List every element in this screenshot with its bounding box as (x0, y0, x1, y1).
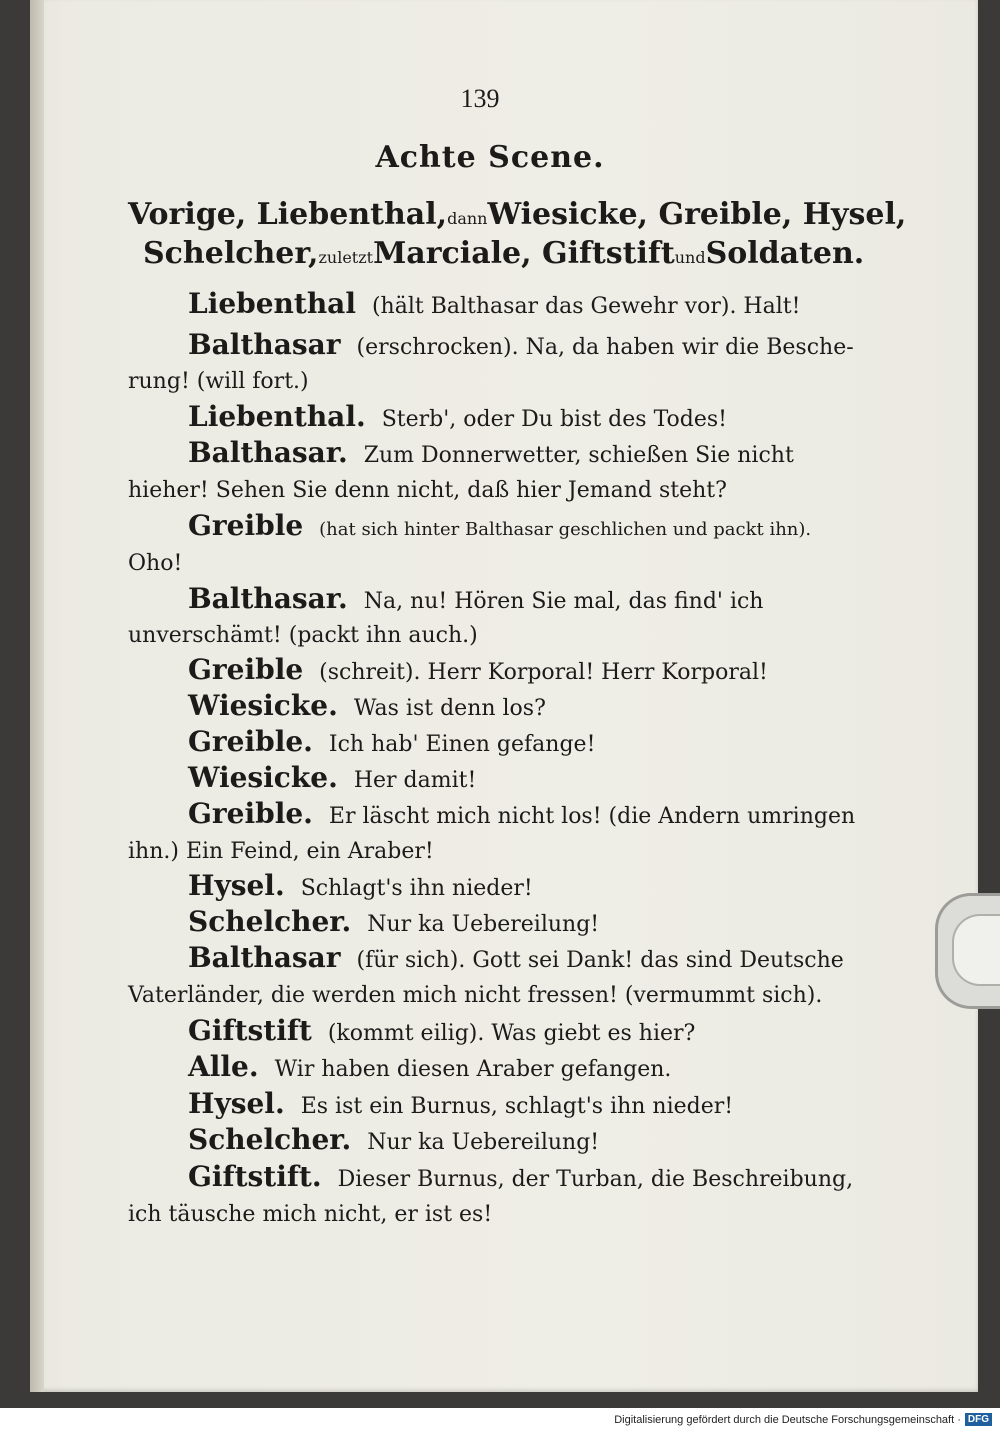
speaker-name: Liebenthal (188, 287, 356, 320)
dfg-logo: DFG (965, 1413, 992, 1426)
dialogue-line (188, 689, 546, 726)
speaker-name: Alle. (188, 1050, 259, 1083)
speaker-name: Greible. (188, 725, 313, 758)
speaker-name: Schelcher. (188, 1123, 352, 1156)
dialogue-line (188, 328, 854, 365)
cast-connector: und (674, 248, 706, 267)
line-text: Ich hab' Einen gefange! (328, 732, 596, 757)
dialogue-line (188, 582, 763, 619)
line-text: Wir haben diesen Araber gefangen. (274, 1057, 672, 1082)
credit-text: Digitalisierung gefördert durch die Deutsche Forschungsgemeinschaft · (614, 1413, 961, 1426)
line-text: unverschämt! (packt ihn auch.) (128, 623, 478, 648)
line-text: ich täusche mich nicht, er ist es! (128, 1202, 493, 1227)
dialogue-line (188, 400, 727, 437)
speaker-name: Balthasar (188, 941, 341, 974)
line-text: Nur ka Uebereilung! (367, 912, 600, 937)
dialogue-line (188, 761, 476, 798)
cast-text: Wiesicke, Greible, Hysel, (487, 197, 907, 232)
dialogue-line (128, 365, 309, 399)
dialogue-line (188, 797, 855, 834)
dialogue-line (188, 509, 811, 547)
line-text: (hält Balthasar das Gewehr vor). Halt! (371, 294, 801, 319)
line-text: Es ist ein Burnus, schlagt's ihn nieder! (300, 1094, 734, 1119)
dialogue-line (188, 1160, 853, 1197)
speaker-name: Greible (188, 653, 304, 686)
line-text: hieher! Sehen Sie denn nicht, daß hier Jemand steht? (128, 478, 727, 503)
dialogue-line (188, 869, 533, 906)
speaker-name: Balthasar. (188, 436, 348, 469)
dialogue-line (188, 725, 595, 762)
line-text: Na, nu! Hören Sie mal, das find' ich (363, 589, 764, 614)
cast-text: Marciale, Giftstift (373, 236, 675, 271)
cast-line-2 (143, 236, 865, 271)
line-text: (hat sich hinter Balthasar geschlichen und packt ihn). (319, 519, 812, 540)
line-text: (kommt eilig). Was giebt es hier? (327, 1021, 696, 1046)
speaker-name: Balthasar (188, 328, 341, 361)
dialogue-line (128, 474, 727, 508)
dialogue-line (128, 619, 478, 653)
speaker-name: Balthasar. (188, 582, 348, 615)
dialogue-line (128, 1198, 492, 1232)
speaker-name: Schelcher. (188, 905, 352, 938)
dialogue-line (188, 941, 844, 978)
speaker-name: Greible. (188, 797, 313, 830)
speaker-name: Wiesicke. (188, 689, 338, 722)
line-text: Vaterländer, die werden mich nicht fressen! (vermummt sich). (128, 983, 823, 1008)
line-text: ihn.) Ein Feind, ein Araber! (128, 839, 434, 864)
dialogue-line (188, 1050, 671, 1087)
scene-title: Achte Scene. (375, 140, 605, 175)
dialogue-line (188, 436, 794, 473)
line-text: Was ist denn los? (353, 696, 546, 721)
cast-text: Schelcher, (143, 236, 319, 271)
dialogue-line (188, 1014, 695, 1051)
cast-text: Soldaten. (705, 236, 865, 271)
speaker-name: Hysel. (188, 1087, 285, 1120)
dialogue-line (188, 1123, 599, 1160)
digitization-credit (560, 1410, 992, 1429)
speaker-name: Giftstift. (188, 1160, 322, 1193)
line-text: Oho! (128, 551, 183, 576)
page-number: 139 (460, 84, 500, 113)
dialogue-line (128, 547, 182, 581)
speaker-name: Liebenthal. (188, 400, 366, 433)
line-text: Schlagt's ihn nieder! (300, 876, 533, 901)
line-text: Er läscht mich nicht los! (die Andern umringen (328, 804, 856, 829)
line-text: Nur ka Uebereilung! (367, 1130, 600, 1155)
speaker-name: Hysel. (188, 869, 285, 902)
dialogue-line (128, 979, 822, 1013)
line-text: (erschrocken). Na, da haben wir die Besche- (356, 335, 854, 360)
dialogue-line (128, 835, 434, 869)
dialogue-line (188, 1087, 733, 1124)
line-text: (für sich). Gott sei Dank! das sind Deutsche (356, 948, 844, 973)
dialogue-line (188, 287, 800, 324)
line-text: rung! (will fort.) (128, 369, 309, 394)
cast-connector: dann (447, 209, 488, 228)
dialogue-line (188, 653, 768, 690)
dialogue-line (188, 905, 599, 942)
speaker-name: Wiesicke. (188, 761, 338, 794)
cast-text: Vorige, Liebenthal, (128, 197, 448, 232)
speaker-name: Greible (188, 509, 304, 542)
speaker-name: Giftstift (188, 1014, 312, 1047)
line-text: Dieser Burnus, der Turban, die Beschreibung, (337, 1167, 854, 1192)
line-text: Her damit! (353, 768, 477, 793)
cast-line-1 (128, 197, 907, 232)
line-text: (schreit). Herr Korporal! Herr Korporal! (319, 660, 768, 685)
cast-connector: zuletzt (318, 248, 374, 267)
line-text: Sterb', oder Du bist des Todes! (381, 407, 728, 432)
line-text: Zum Donnerwetter, schießen Sie nicht (363, 443, 794, 468)
